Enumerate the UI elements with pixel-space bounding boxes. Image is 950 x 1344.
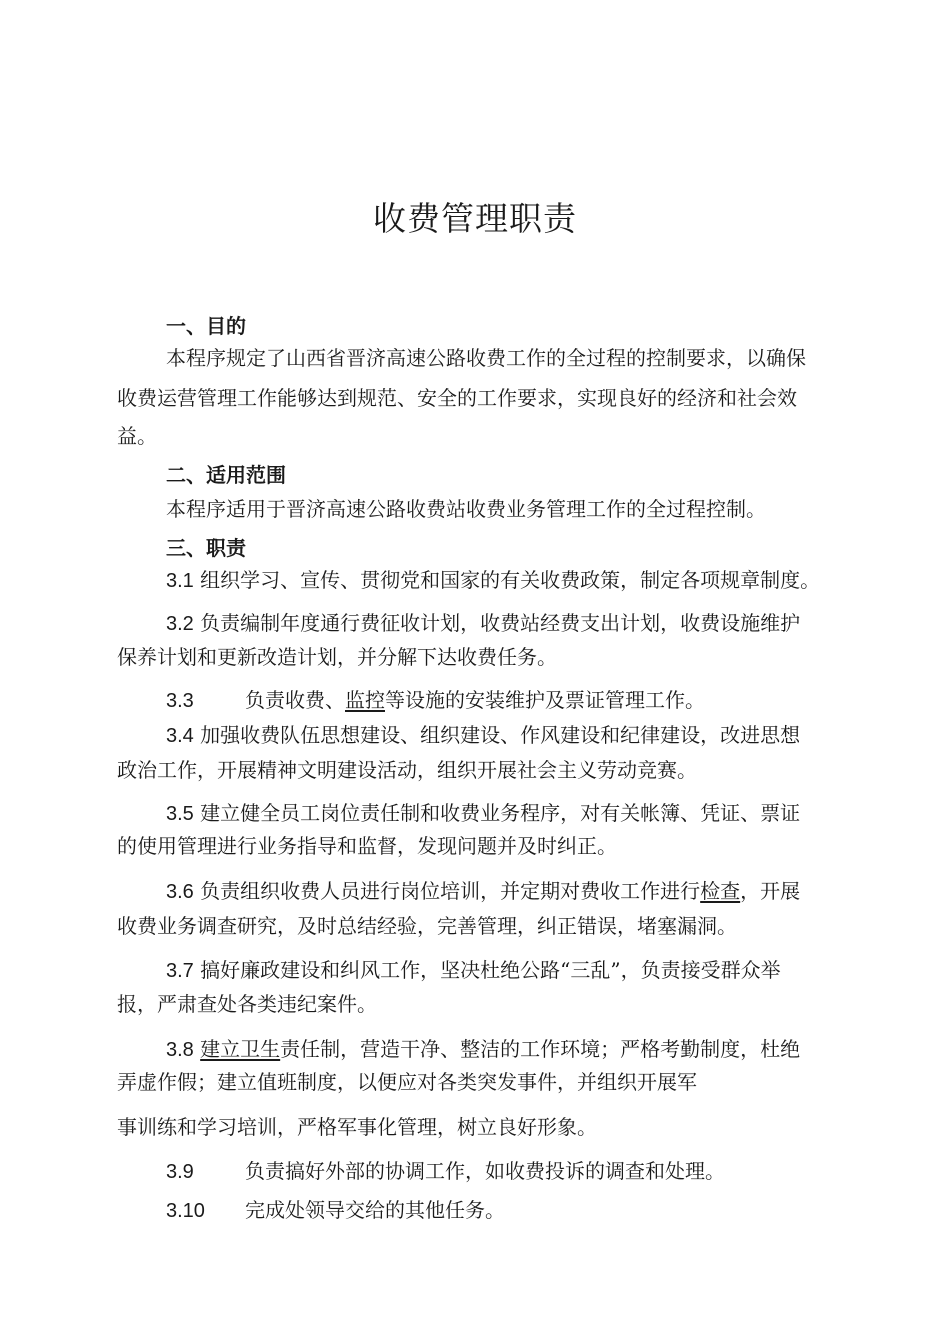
- duty-item: 3.8 建立卫生责任制，营造干净、整洁的工作环境；严格考勤制度，杜绝: [166, 1037, 801, 1061]
- duty-item: [166, 1159, 194, 1184]
- page-title: 收费管理职责: [373, 199, 577, 238]
- duty-number: 3.3: [166, 690, 194, 712]
- duty-item: 3.6 负责组织收费人员进行岗位培训，并定期对费收工作进行检查，开展: [166, 879, 801, 903]
- section-heading-duties: 三、职责: [166, 536, 246, 560]
- underlined-term: 建立卫生: [200, 1037, 281, 1061]
- duty-number: 3.6: [166, 881, 194, 903]
- duty-text-cont: 收费业务调查研究，及时总结经验，完善管理，纠正错误，堵塞漏洞。: [117, 914, 737, 938]
- duty-text: 负责收费、监控等设施的安装维护及票证管理工作。: [245, 688, 705, 712]
- duty-text-cont: 事训练和学习培训，严格军事化管理，树立良好形象。: [117, 1115, 597, 1139]
- duty-number: 3.5: [166, 803, 194, 825]
- duty-item: [166, 568, 820, 593]
- duty-text: 完成处领导交给的其他任务。: [245, 1198, 505, 1222]
- duty-number: 3.8: [166, 1039, 194, 1061]
- purpose-line-2: 收费运营管理工作能够达到规范、安全的工作要求，实现良好的经济和社会效: [117, 386, 797, 410]
- duty-item: [166, 958, 781, 983]
- duty-item: [166, 611, 800, 636]
- duty-text-cont: 报，严肃查处各类违纪案件。: [117, 992, 377, 1016]
- duty-number: 3.9: [166, 1161, 194, 1183]
- duty-item: [166, 723, 800, 748]
- duty-text: 加强收费队伍思想建设、组织建设、作风建设和纪律建设，改进思想: [200, 723, 801, 747]
- duty-text-cont: 的使用管理进行业务指导和监督，发现问题并及时纠正。: [117, 834, 617, 858]
- duty-text: 负责编制年度通行费征收计划，收费站经费支出计划，收费设施维护: [200, 611, 801, 635]
- duty-number: 3.2: [166, 613, 194, 635]
- scope-line-1: 本程序适用于晋济高速公路收费站收费业务管理工作的全过程控制。: [166, 497, 766, 521]
- duty-item: [166, 1198, 205, 1223]
- duty-text: 搞好廉政建设和纠风工作，坚决杜绝公路“三乱”，负责接受群众举: [200, 958, 781, 982]
- purpose-line-3: 益。: [117, 424, 157, 448]
- duty-text-cont: 弄虚作假；建立值班制度，以便应对各类突发事件，并组织开展军: [117, 1070, 697, 1094]
- purpose-line-1: 本程序规定了山西省晋济高速公路收费工作的全过程的控制要求，以确保: [166, 346, 806, 370]
- duty-number: 3.4: [166, 725, 194, 747]
- duty-text: 建立健全员工岗位责任制和收费业务程序，对有关帐簿、凭证、票证: [200, 801, 801, 825]
- section-heading-purpose: 一、目的: [166, 314, 246, 338]
- underlined-term: 监控: [345, 688, 385, 712]
- duty-text: 负责搞好外部的协调工作，如收费投诉的调查和处理。: [245, 1159, 725, 1183]
- duty-text-cont: 政治工作，开展精神文明建设活动，组织开展社会主义劳动竞赛。: [117, 758, 697, 782]
- duty-text-cont: 保养计划和更新改造计划，并分解下达收费任务。: [117, 645, 557, 669]
- section-heading-scope: 二、适用范围: [166, 463, 286, 487]
- duty-item: [166, 801, 800, 826]
- duty-number: 3.10: [166, 1200, 205, 1222]
- duty-item: [166, 688, 194, 713]
- underlined-term: 检查: [700, 879, 741, 903]
- duty-number: 3.1: [166, 570, 194, 592]
- duty-text: 组织学习、宣传、贯彻党和国家的有关收费政策，制定各项规章制度。: [200, 568, 821, 592]
- duty-number: 3.7: [166, 960, 194, 982]
